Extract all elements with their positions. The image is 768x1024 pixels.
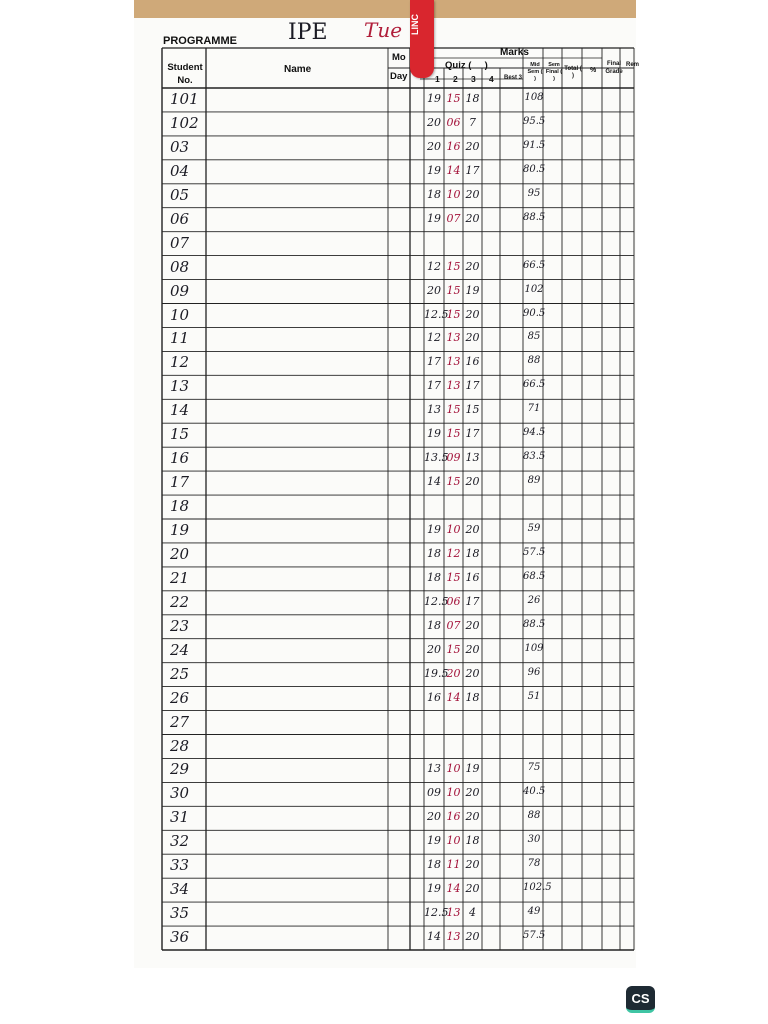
student-number: 13 (170, 377, 190, 396)
quiz2-score: 15 (446, 427, 461, 441)
quiz2-score: 15 (446, 92, 461, 105)
sem-final-score: 57.5 (523, 930, 546, 942)
sem-final-score: 83.5 (523, 451, 546, 463)
student-number: 28 (170, 736, 190, 755)
quiz2-score: 13 (446, 355, 461, 369)
quiz3-score: 17 (465, 379, 480, 393)
sem-final-score: 88.5 (523, 618, 546, 630)
quiz3-score: 15 (465, 403, 480, 417)
sem-final-score: 66.5 (523, 379, 546, 391)
quiz3-score: 20 (465, 259, 480, 273)
marks-label: Marks (500, 47, 529, 58)
quiz1-score: 18 (427, 187, 441, 201)
mid-sem-header: Mid Sem ( ) (527, 62, 543, 82)
sem-final-score: 88 (527, 810, 541, 822)
quiz1-score: 20 (427, 283, 441, 297)
quiz3-score: 18 (465, 690, 480, 704)
quiz3-score: 20 (465, 139, 480, 153)
quiz-number-2: 2 (453, 74, 458, 84)
quiz-number-4: 4 (489, 74, 494, 84)
quiz2-score: 15 (446, 642, 461, 656)
programme-label: PROGRAMME (163, 35, 237, 47)
student-number: 29 (170, 760, 190, 779)
student-number: 101 (170, 90, 199, 108)
sem-final-score: 94.5 (523, 427, 546, 439)
quiz2-score: 10 (446, 834, 461, 848)
quiz3-score: 17 (465, 594, 480, 608)
student-number: 23 (170, 616, 190, 635)
sem-final-score: 89 (527, 475, 541, 487)
quiz1-score: 18 (427, 570, 441, 584)
quiz1-score: 19 (427, 92, 441, 105)
sem-final-score: 109 (524, 642, 544, 654)
quiz1-score: 12.5 (424, 307, 449, 321)
student-number: 16 (170, 449, 190, 468)
quiz3-score: 16 (465, 570, 480, 584)
quiz3-score: 20 (465, 810, 480, 824)
quiz1-score: 14 (427, 930, 441, 944)
quiz2-score: 15 (446, 259, 461, 273)
quiz3-score: 18 (465, 834, 480, 848)
quiz3-score: 20 (465, 618, 480, 632)
student-number: 06 (170, 209, 190, 228)
sem-final-score: 71 (527, 403, 541, 415)
camscanner-logo: CS (626, 986, 655, 1013)
quiz1-score: 19.5 (424, 666, 449, 680)
quiz1-score: 13 (427, 762, 441, 776)
month-header: Mo (392, 52, 406, 63)
quiz3-score: 20 (465, 786, 480, 800)
sem-final-score: 40.5 (523, 786, 546, 798)
name-header: Name (284, 64, 312, 75)
quiz2-score: 15 (446, 570, 461, 584)
quiz3-score: 17 (465, 163, 480, 177)
student-number: 36 (170, 928, 190, 947)
student-number: 11 (170, 329, 190, 348)
quiz-header: Quiz ( ) (445, 60, 488, 71)
sem-final-score: 96 (527, 666, 541, 678)
sem-final-score: 88.5 (523, 211, 546, 223)
sem-final-score: 102.5 (523, 882, 552, 894)
quiz1-score: 18 (427, 618, 441, 632)
quiz1-score: 19 (427, 211, 441, 225)
sem-final-score: 88 (527, 355, 541, 367)
quiz2-score: 15 (446, 307, 461, 321)
quiz3-score: 7 (469, 115, 476, 129)
quiz3-score: 20 (465, 523, 480, 536)
sem-final-score: 78 (527, 858, 541, 870)
quiz2-score: 14 (446, 163, 461, 177)
final-grade-header: Final Grade (605, 61, 623, 75)
quiz2-score: 07 (446, 211, 461, 225)
student-number: 07 (170, 233, 190, 252)
student-number: 21 (170, 568, 190, 587)
quiz3-score: 20 (465, 307, 480, 321)
student-number: 17 (170, 473, 190, 492)
quiz1-score: 20 (427, 810, 441, 824)
quiz2-score: 16 (446, 139, 461, 153)
quiz2-score: 10 (446, 523, 461, 536)
student-number: 20 (170, 544, 190, 563)
quiz2-score: 07 (446, 618, 461, 632)
quiz1-score: 12 (427, 331, 441, 345)
quiz3-score: 20 (465, 930, 480, 944)
quiz2-score: 10 (446, 762, 461, 776)
quiz1-score: 20 (427, 642, 441, 656)
remarks-header: Rem (626, 62, 640, 68)
quiz1-score: 19 (427, 427, 441, 441)
student-number: 03 (170, 137, 190, 156)
quiz2-score: 10 (446, 786, 461, 800)
quiz2-score: 13 (446, 331, 461, 345)
quiz2-score: 06 (446, 115, 461, 129)
quiz2-score: 15 (446, 403, 461, 417)
quiz1-score: 16 (427, 690, 441, 704)
quiz1-score: 20 (427, 139, 441, 153)
quiz2-score: 16 (446, 810, 461, 824)
quiz3-score: 19 (465, 283, 480, 297)
student-number: 09 (170, 281, 190, 300)
quiz1-score: 19 (427, 882, 441, 896)
quiz1-score: 17 (427, 355, 441, 369)
quiz3-score: 20 (465, 666, 480, 680)
student-number: 102 (170, 113, 199, 132)
student-number: 18 (170, 497, 190, 516)
quiz1-score: 18 (427, 858, 441, 872)
sem-final-score: 80.5 (523, 163, 546, 175)
student-number: 22 (170, 592, 190, 611)
quiz2-score: 10 (446, 187, 461, 201)
student-number: 10 (170, 305, 190, 324)
sem-final-score: 85 (527, 331, 541, 343)
student-number: 32 (170, 832, 190, 851)
student-number: 30 (170, 784, 190, 803)
pen-clip (410, 0, 434, 78)
quiz1-score: 18 (427, 546, 441, 560)
sem-final-score: 68.5 (523, 570, 546, 582)
day-value: Tue (364, 18, 403, 42)
quiz3-score: 20 (465, 882, 480, 896)
quiz3-score: 18 (465, 546, 480, 560)
quiz3-score: 20 (465, 858, 480, 872)
quiz3-score: 13 (465, 451, 480, 465)
programme-value: IPE (288, 20, 328, 45)
student-number: 31 (170, 808, 190, 827)
quiz3-score: 19 (465, 762, 480, 776)
quiz-number-1: 1 (435, 74, 440, 84)
sem-final-score: 30 (527, 834, 541, 846)
sem-final-score: 49 (527, 906, 541, 918)
student-number: 15 (170, 425, 190, 444)
quiz1-score: 13 (427, 403, 441, 417)
quiz1-score: 20 (427, 115, 441, 129)
sem-final-score: 102 (524, 283, 544, 295)
total-header: Total ( ) (564, 66, 582, 79)
quiz2-score: 14 (446, 882, 461, 896)
quiz3-score: 16 (465, 355, 480, 369)
sem-final-score: 95.5 (523, 115, 546, 127)
student-number: 19 (170, 521, 190, 539)
student-number: 27 (170, 712, 190, 731)
student-no-header: Student No. (167, 62, 203, 86)
quiz2-score: 13 (446, 906, 461, 920)
student-number: 34 (170, 880, 190, 899)
sem-final-score: 26 (527, 594, 541, 606)
sem-final-header: Sem Final ( ) (545, 62, 563, 82)
quiz3-score: 20 (465, 187, 480, 201)
best3-header: Best 3 (504, 75, 523, 81)
student-number: 33 (170, 856, 190, 875)
student-number: 26 (170, 688, 190, 707)
quiz3-score: 20 (465, 211, 480, 225)
sem-final-score: 91.5 (523, 139, 546, 151)
quiz2-score: 11 (446, 858, 461, 872)
day-header: Day (390, 71, 408, 82)
sem-final-score: 66.5 (523, 259, 546, 271)
quiz1-score: 19 (427, 523, 441, 536)
pen-brand-label: LINC (410, 14, 420, 35)
student-number: 12 (170, 353, 190, 372)
quiz3-score: 20 (465, 642, 480, 656)
quiz3-score: 20 (465, 331, 480, 345)
quiz3-score: 20 (465, 475, 480, 489)
quiz3-score: 18 (465, 92, 480, 105)
quiz1-score: 09 (427, 786, 441, 800)
quiz2-score: 15 (446, 475, 461, 489)
quiz1-score: 12.5 (424, 594, 449, 608)
student-number: 05 (170, 185, 190, 204)
quiz2-score: 20 (446, 666, 461, 680)
quiz2-score: 13 (446, 930, 461, 944)
quiz-number-3: 3 (471, 74, 476, 84)
sem-final-score: 75 (527, 762, 541, 774)
sem-final-score: 59 (527, 523, 541, 534)
sem-final-score: 51 (527, 690, 541, 702)
quiz1-score: 13.5 (424, 451, 449, 465)
quiz2-score: 15 (446, 283, 461, 297)
student-number: 35 (170, 904, 190, 923)
quiz1-score: 19 (427, 834, 441, 848)
quiz1-score: 17 (427, 379, 441, 393)
sem-final-score: 57.5 (523, 546, 546, 558)
quiz1-score: 12.5 (424, 906, 449, 920)
quiz2-score: 14 (446, 690, 461, 704)
quiz1-score: 12 (427, 259, 441, 273)
sem-final-score: 90.5 (523, 307, 546, 319)
student-number: 04 (170, 161, 190, 180)
sem-final-score: 95 (527, 187, 541, 199)
quiz1-score: 19 (427, 163, 441, 177)
student-number: 24 (170, 640, 190, 659)
student-number: 14 (170, 401, 190, 420)
student-number: 25 (170, 664, 190, 683)
quiz3-score: 4 (469, 906, 476, 920)
quiz2-score: 06 (446, 594, 461, 608)
quiz2-score: 12 (446, 546, 461, 560)
student-number: 08 (170, 257, 190, 276)
quiz3-score: 17 (465, 427, 480, 441)
quiz1-score: 14 (427, 475, 441, 489)
sem-final-score: 108 (524, 92, 544, 103)
quiz2-score: 09 (446, 451, 461, 465)
percent-header: % (590, 67, 597, 74)
quiz2-score: 13 (446, 379, 461, 393)
